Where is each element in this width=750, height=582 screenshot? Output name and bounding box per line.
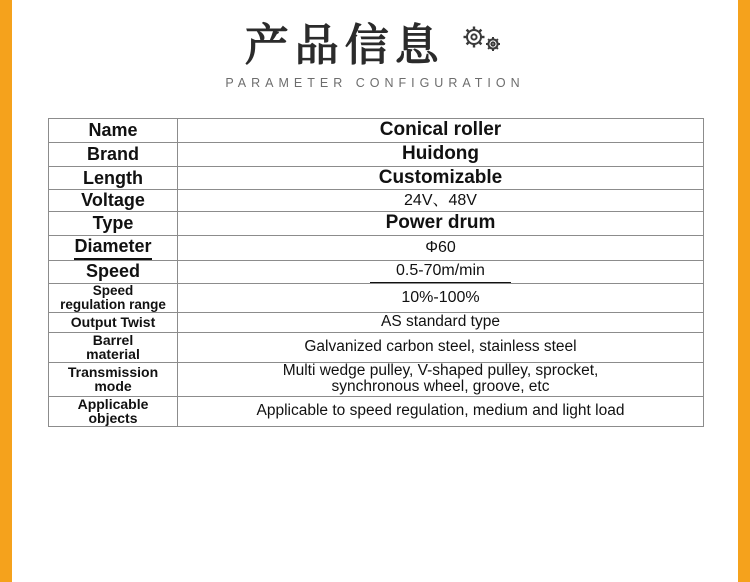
row-label-line1: Barrel bbox=[92, 331, 134, 348]
row-label: Brand bbox=[49, 142, 178, 166]
table-row bbox=[49, 313, 704, 333]
row-label-line2: mode bbox=[94, 378, 132, 395]
row-value: Φ60 bbox=[178, 235, 704, 260]
table-row bbox=[49, 363, 704, 397]
page-subtitle: PARAMETER CONFIGURATION bbox=[225, 76, 525, 91]
page-title: 产品信息 bbox=[244, 20, 445, 71]
table-row bbox=[49, 212, 704, 236]
gears-icon bbox=[459, 24, 505, 63]
row-label: Output Twist bbox=[49, 313, 178, 333]
row-value bbox=[178, 260, 704, 283]
row-value: AS standard type bbox=[178, 313, 704, 333]
spec-table bbox=[48, 118, 704, 427]
row-label-line1: Applicable bbox=[77, 395, 149, 412]
row-label-line2: material bbox=[86, 346, 140, 363]
row-label-line1: Speed bbox=[92, 282, 134, 298]
row-label bbox=[49, 363, 178, 397]
row-label bbox=[49, 235, 178, 260]
table-row bbox=[49, 260, 704, 283]
row-label: Voltage bbox=[49, 190, 178, 212]
row-value-line2: synchronous wheel, groove, etc bbox=[331, 378, 550, 396]
row-label-line1: Transmission bbox=[67, 363, 159, 380]
row-value: Applicable to speed regulation, medium and light load bbox=[178, 396, 704, 426]
row-value: Power drum bbox=[178, 212, 704, 236]
row-label-line2: regulation range bbox=[60, 296, 166, 312]
spec-table-wrapper bbox=[48, 118, 704, 427]
row-value: Huidong bbox=[178, 142, 704, 166]
row-value-line1: Multi wedge pulley, V-shaped pulley, sprocket, bbox=[282, 362, 599, 380]
table-row bbox=[49, 396, 704, 426]
row-label-text: Diameter bbox=[74, 236, 151, 260]
row-label bbox=[49, 332, 178, 362]
row-value: Customizable bbox=[178, 166, 704, 190]
row-value: Galvanized carbon steel, stainless steel bbox=[178, 332, 704, 362]
page-header bbox=[0, 0, 750, 90]
table-row bbox=[49, 119, 704, 143]
row-value bbox=[178, 363, 704, 397]
table-row bbox=[49, 235, 704, 260]
table-row bbox=[49, 190, 704, 212]
row-label bbox=[49, 396, 178, 426]
table-row bbox=[49, 332, 704, 362]
table-row bbox=[49, 142, 704, 166]
row-value: Conical roller bbox=[178, 119, 704, 143]
row-label: Speed bbox=[49, 260, 178, 283]
title-row bbox=[245, 22, 505, 70]
row-label: Type bbox=[49, 212, 178, 236]
row-value: 10%-100% bbox=[178, 283, 704, 312]
row-label: Name bbox=[49, 119, 178, 143]
row-value: 24V、48V bbox=[178, 190, 704, 212]
table-row bbox=[49, 166, 704, 190]
row-label bbox=[49, 283, 178, 312]
row-value-text: 0.5-70m/min bbox=[370, 261, 511, 283]
row-label-line2: objects bbox=[88, 410, 138, 427]
row-label: Length bbox=[49, 166, 178, 190]
table-row bbox=[49, 283, 704, 312]
